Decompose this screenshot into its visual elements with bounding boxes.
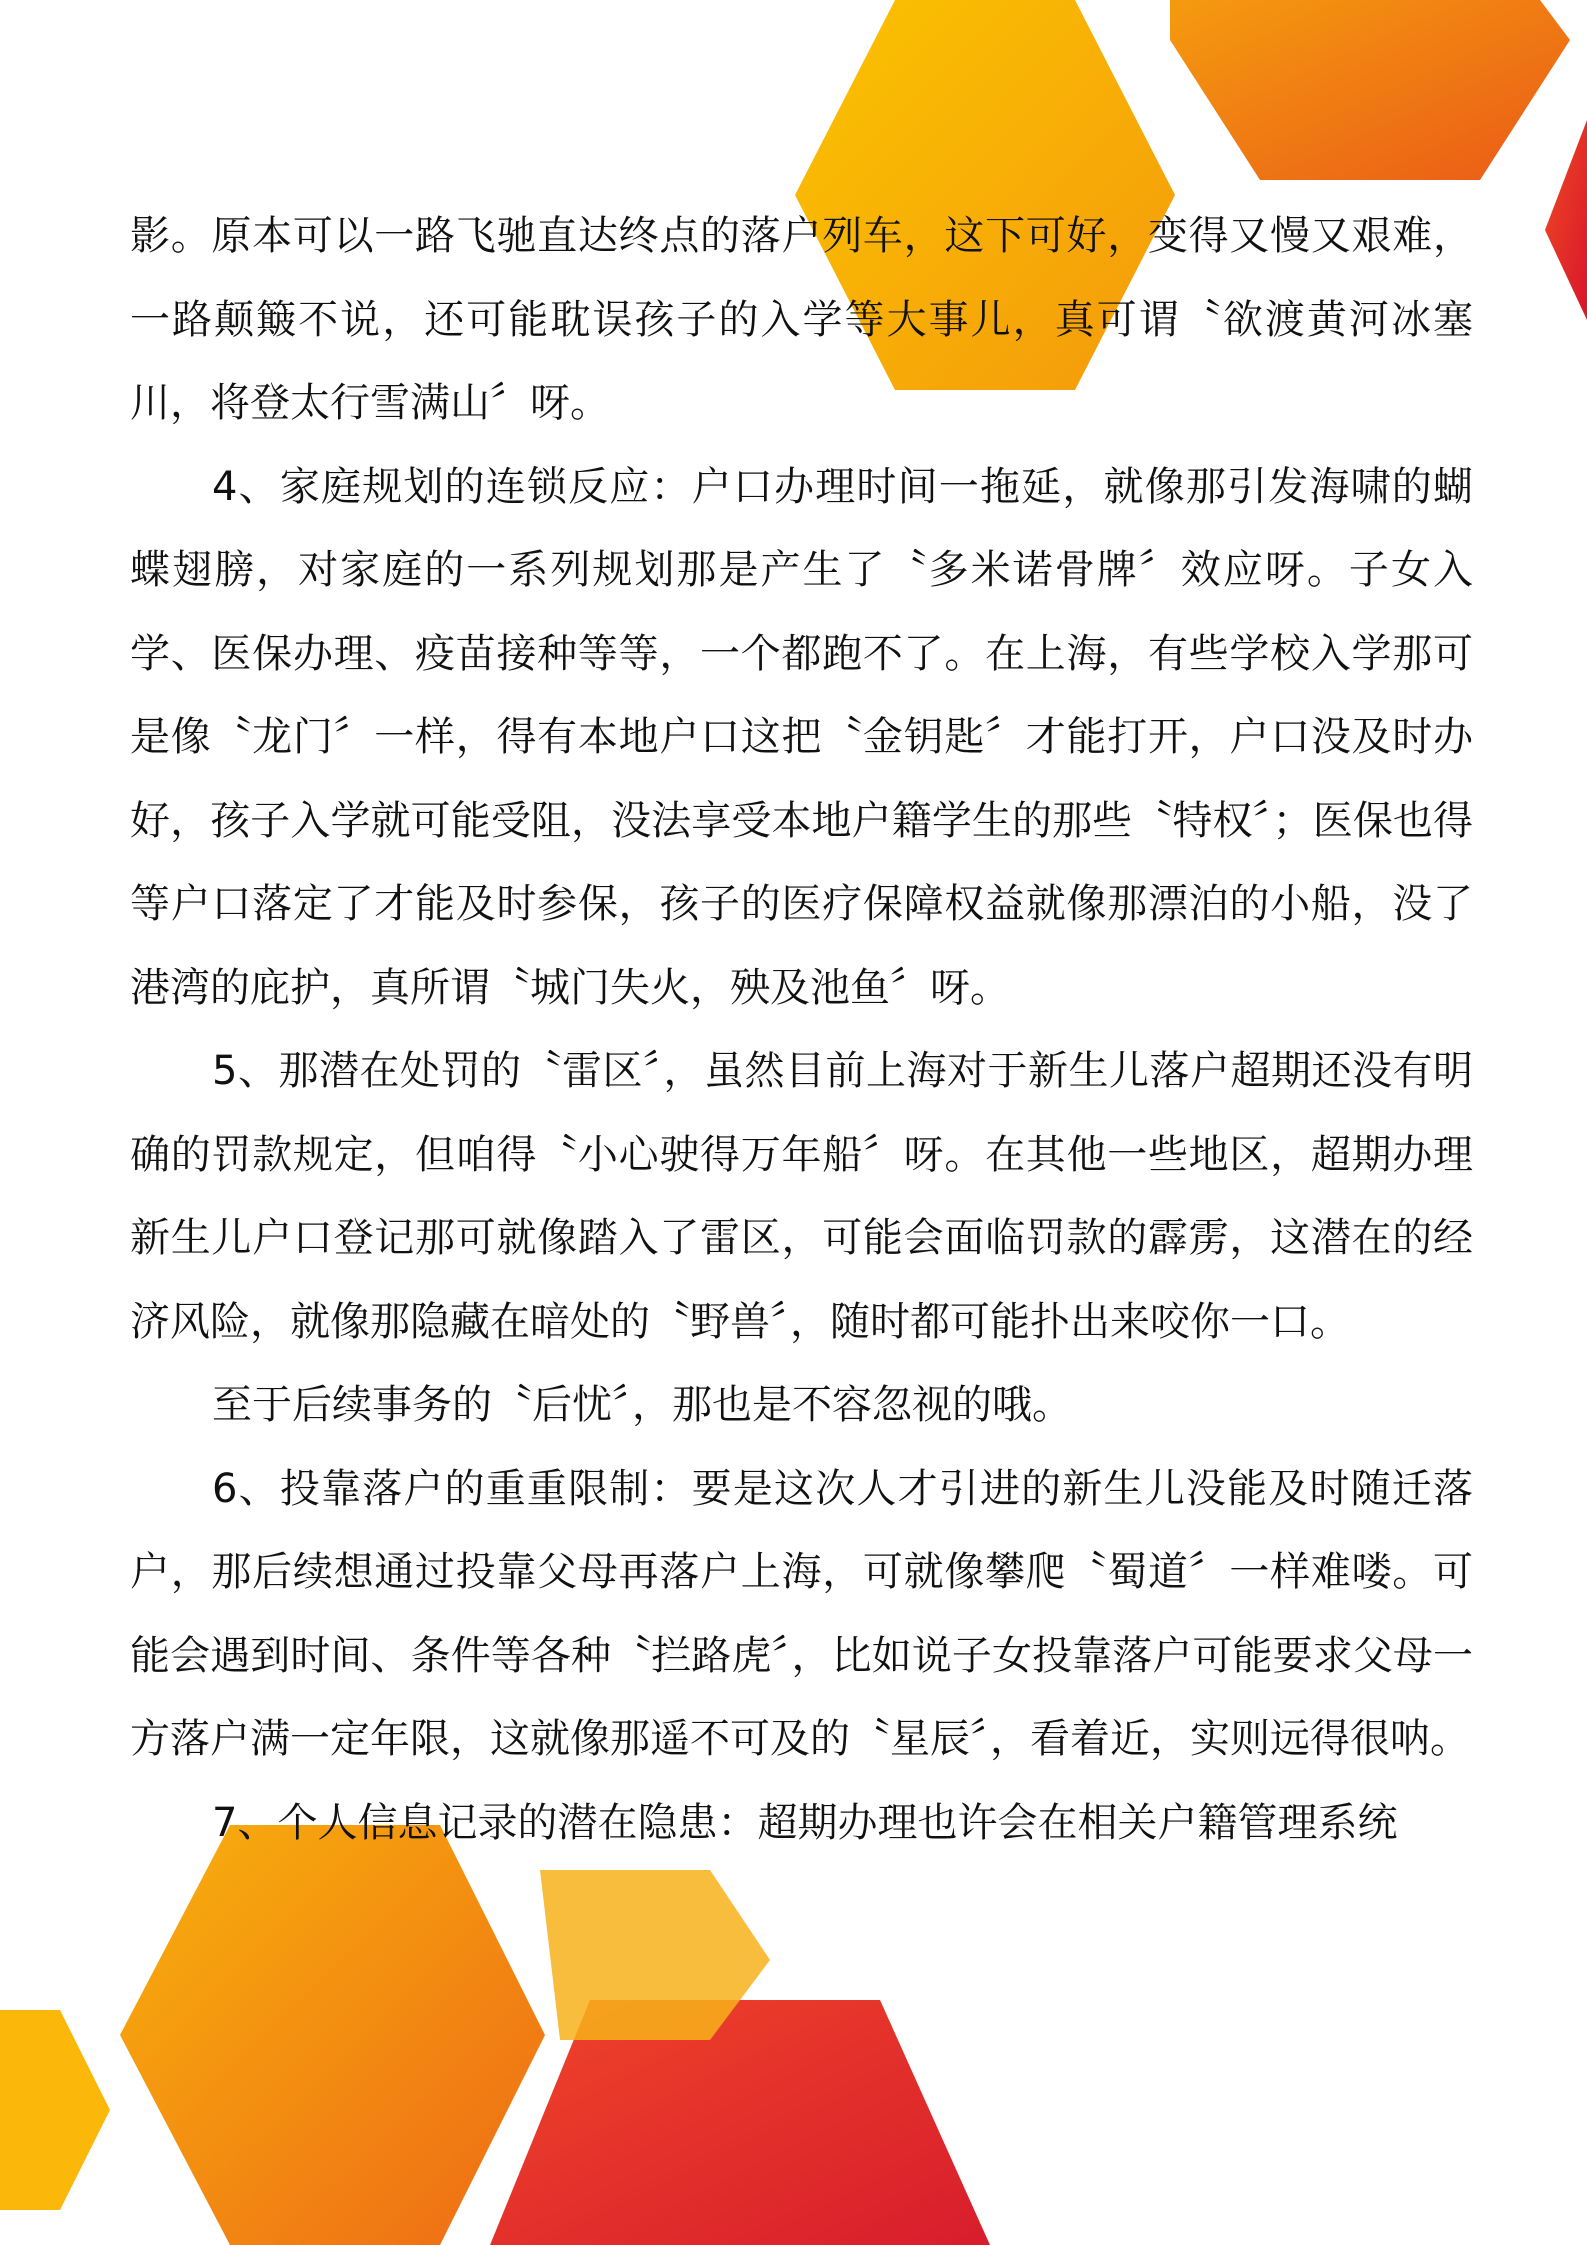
hexagon-bottom-orange: [120, 1825, 545, 2245]
document-body: [130, 195, 1473, 1865]
paragraph-continuation: 影。原本可以一路飞驰直达终点的落户列车，这下可好，变得又慢又艰难，一路颠簸不说，还可能耽误孩子的入学等大事儿，真可谓〝欲渡黄河冰塞川，将登太行雪满山〞呀。: [130, 213, 1473, 426]
hexagon-top-orange: [1170, 0, 1570, 180]
paragraph-personal-records: 7、个人信息记录的潜在隐患：超期办理也许会在相关户籍管理系统: [212, 1799, 1398, 1846]
hexagon-top-red: [1545, 120, 1587, 320]
hexagon-bottom-small-yellow: [0, 2010, 110, 2210]
paragraph-dependent-settlement: 6、投靠落户的重重限制：要是这次人才引进的新生儿没能及时随迁落户，那后续想通过投靠父母再落户上海，可就像攀爬〝蜀道〞一样难喽。可能会遇到时间、条件等各种〝拦路虎〞，比如说子女投靠落户可能要求父母一方落户满一定年限，这就像那遥不可及的〝星辰〞，看着近，实则远得很呐。: [130, 1465, 1473, 1762]
paragraph-family-planning: 4、家庭规划的连锁反应：户口办理时间一拖延，就像那引发海啸的蝴蝶翅膀，对家庭的一系列规划那是产生了〝多米诺骨牌〞效应呀。子女入学、医保办理、疫苗接种等等，一个都跑不了。在上海，有些学校入学那可是像〝龙门〞一样，得有本地户口这把〝金钥匙〞才能打开，户口没及时办好，孩子入学就可能受阻，没法享受本地户籍学生的那些〝特权〞；医保也得等户口落定了才能及时参保，孩子的医疗保障权益就像那漂泊的小船，没了港湾的庇护，真所谓〝城门失火，殃及池鱼〞呀。: [130, 463, 1473, 1011]
paragraph-penalty-risk: 5、那潜在处罚的〝雷区〞，虽然目前上海对于新生儿落户超期还没有明确的罚款规定，但咱得〝小心驶得万年船〞呀。在其他一些地区，超期办理新生儿户口登记那可就像踏入了雷区，可能会面临罚款的霹雳，这潜在的经济风险，就像那隐藏在暗处的〝野兽〞，随时都可能扑出来咬你一口。: [130, 1048, 1473, 1345]
paragraph-follow-up: 至于后续事务的〝后忧〞，那也是不容忽视的哦。: [212, 1382, 1072, 1428]
